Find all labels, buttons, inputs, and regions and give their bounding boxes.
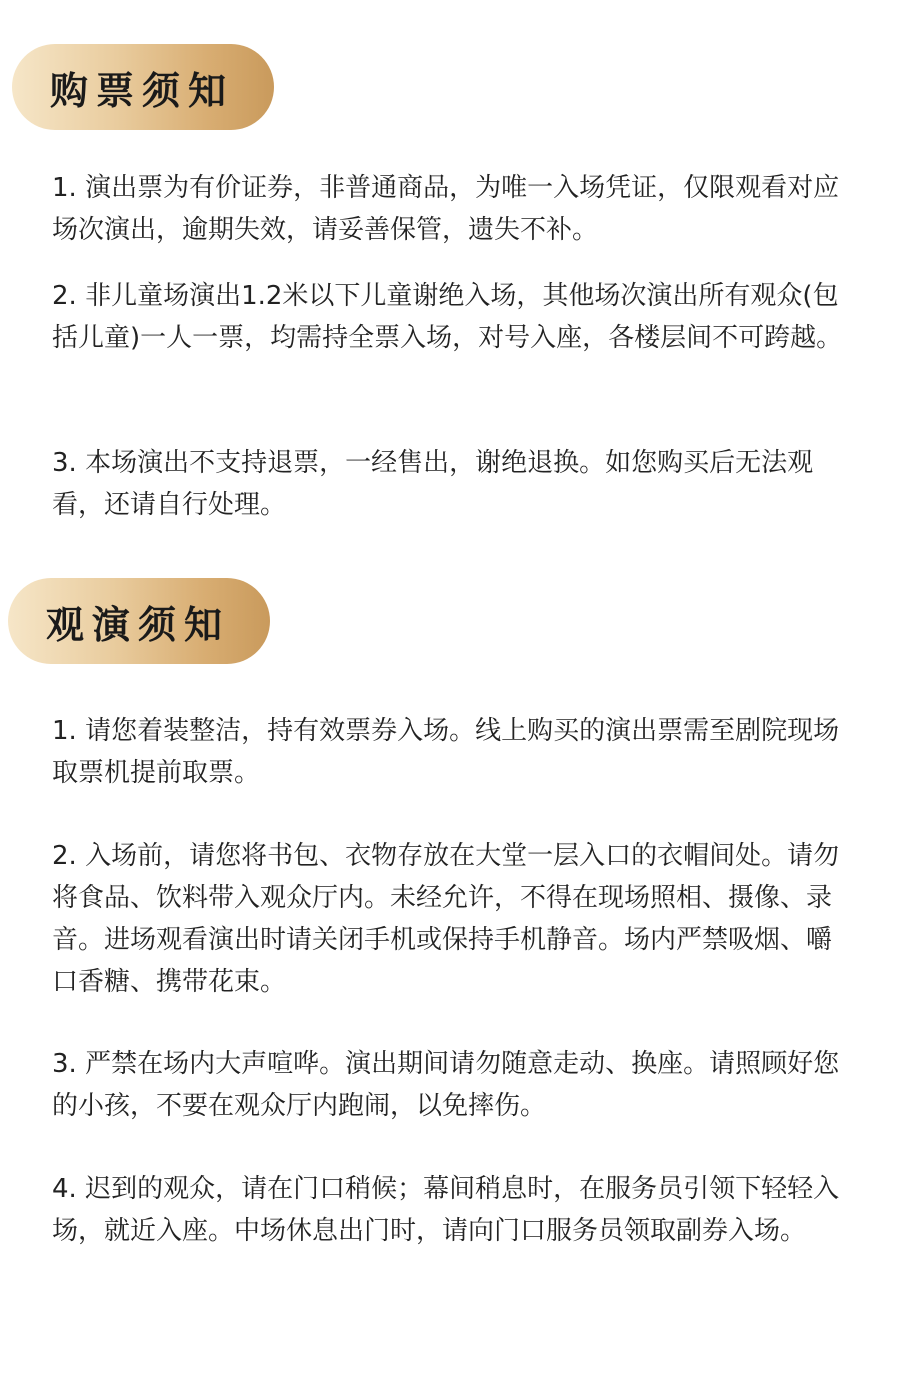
viewing-notice-item-4: 4. 迟到的观众，请在门口稍候；幕间稍息时，在服务员引领下轻轻入场，就近入座。中场休息出门时，请向门口服务员领取副券入场。 xyxy=(52,1174,840,1246)
viewing-notice-title: 观演须知 xyxy=(46,602,231,647)
viewing-notice-item-3: 3. 严禁在场内大声喧哗。演出期间请勿随意走动、换座。请照顾好您的小孩，不要在观众厅内跑闹，以免摔伤。 xyxy=(52,1049,840,1121)
viewing-notice-item-1: 1. 请您着装整洁，持有效票券入场。线上购买的演出票需至剧院现场取票机提前取票。 xyxy=(52,716,840,788)
viewing-notice-item-2: 2. 入场前，请您将书包、衣物存放在大堂一层入口的衣帽间处。请勿将食品、饮料带入观众厅内。未经允许，不得在现场照相、摄像、录音。进场观看演出时请关闭手机或保持手机静音。场内严禁吸烟、嚼口香糖、携带花束。 xyxy=(52,841,840,997)
ticket-notice-header xyxy=(12,44,274,130)
ticket-notice-item-1: 1. 演出票为有价证券，非普通商品，为唯一入场凭证，仅限观看对应场次演出，逾期失效，请妥善保管，遗失不补。 xyxy=(52,173,840,245)
ticket-notice-title: 购票须知 xyxy=(50,68,235,113)
ticket-notice-item-2: 2. 非儿童场演出1.2米以下儿童谢绝入场，其他场次演出所有观众(包括儿童)一人一票，均需持全票入场，对号入座，各楼层间不可跨越。 xyxy=(52,281,843,353)
ticket-notice-item-3: 3. 本场演出不支持退票，一经售出，谢绝退换。如您购买后无法观看，还请自行处理。 xyxy=(52,448,814,520)
viewing-notice-header xyxy=(8,578,270,664)
